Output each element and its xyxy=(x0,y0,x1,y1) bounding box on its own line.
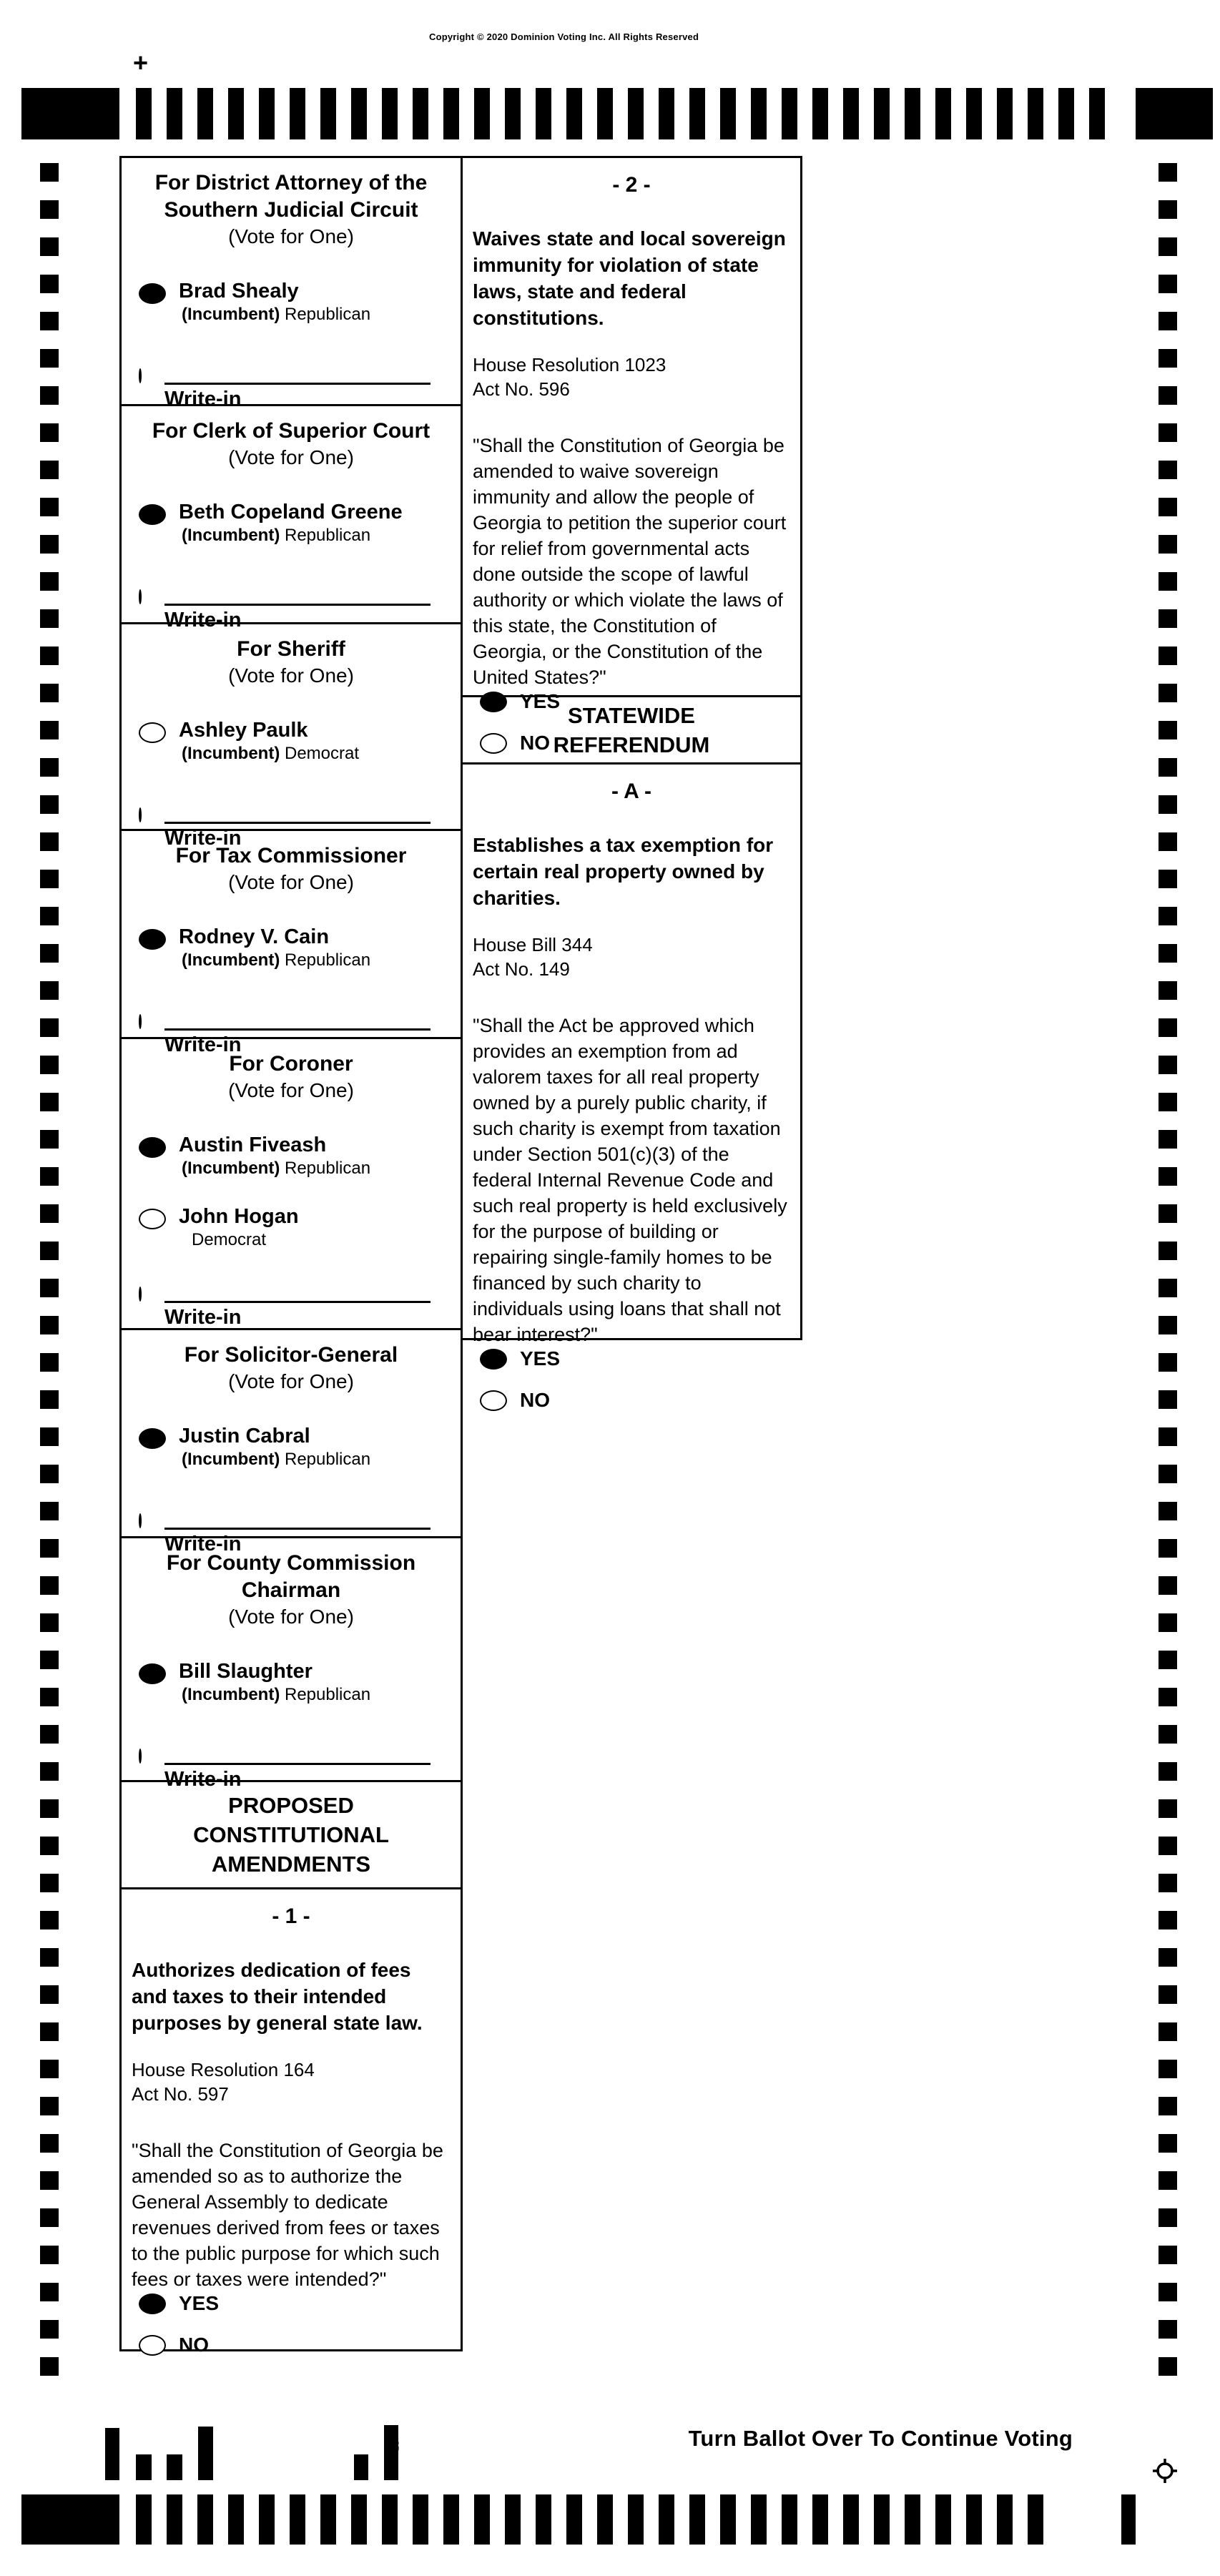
contest-title-line1: For County Commission xyxy=(166,1551,416,1575)
vote-oval-filled-icon[interactable] xyxy=(139,283,166,304)
contest-title-line1: For Tax Commissioner xyxy=(175,844,407,867)
write-in-label: Write-in xyxy=(164,1533,242,1555)
barcode-bar xyxy=(354,2454,368,2480)
measure-number: - A - xyxy=(611,780,652,803)
write-in-label: Write-in xyxy=(164,609,242,631)
candidate-name: Beth Copeland Greene xyxy=(179,501,403,523)
vote-instruction: (Vote for One) xyxy=(228,446,354,468)
candidate-info xyxy=(179,719,359,765)
barcode-bar xyxy=(167,2454,182,2480)
contest-title xyxy=(122,1538,461,1604)
candidate-option xyxy=(122,1134,461,1179)
timing-marks-left xyxy=(40,163,59,2376)
measure-summary: Establishes a tax exemption for certain real property owned by charities. xyxy=(473,834,774,909)
timing-marks-bottom xyxy=(136,2494,1043,2545)
measure-ref-line2: Act No. 149 xyxy=(473,958,570,980)
blank-option xyxy=(122,809,461,822)
yes-option xyxy=(122,2292,461,2315)
contest-title-line1: For Clerk of Superior Court xyxy=(152,419,431,443)
candidate-option xyxy=(122,501,461,546)
vote-oval-filled-icon[interactable] xyxy=(139,1663,166,1684)
candidate-party xyxy=(179,1157,370,1179)
measure-ref-line1: House Bill 344 xyxy=(473,934,593,955)
vote-oval-empty-icon[interactable] xyxy=(139,1014,142,1029)
candidate-name: John Hogan xyxy=(179,1205,299,1228)
candidate-option xyxy=(122,280,461,325)
candidate-info xyxy=(179,280,370,325)
vote-oval-empty-icon[interactable] xyxy=(139,368,142,383)
measure-ref-line2: Act No. 597 xyxy=(132,2083,229,2105)
timing-marks-right xyxy=(1158,163,1177,2376)
measure-number: - 2 - xyxy=(612,173,651,197)
vote-oval-filled-icon[interactable] xyxy=(480,1349,507,1370)
candidate-name: Rodney V. Cain xyxy=(179,925,330,948)
measure-ref-line1: House Resolution 1023 xyxy=(473,354,666,375)
vote-oval-empty-icon[interactable] xyxy=(139,1513,142,1528)
blank-option xyxy=(122,591,461,604)
blank-option xyxy=(122,1750,461,1763)
party-name: Republican xyxy=(285,1159,371,1178)
candidate-name: Justin Cabral xyxy=(179,1425,310,1447)
candidate-party xyxy=(179,1229,299,1251)
write-in-label: Write-in xyxy=(164,827,242,850)
measure-a-box xyxy=(461,762,802,1411)
vote-oval-empty-icon[interactable] xyxy=(139,807,142,822)
blank-option xyxy=(122,1016,461,1028)
write-in-label: Write-in xyxy=(164,1033,242,1056)
vote-oval-empty-icon[interactable] xyxy=(139,2335,166,2356)
left-column xyxy=(119,156,463,2356)
timing-block-top-left xyxy=(21,88,119,139)
yes-option xyxy=(463,1347,800,1370)
right-column xyxy=(461,156,802,1411)
vote-oval-filled-icon[interactable] xyxy=(139,504,166,525)
candidate-name: Austin Fiveash xyxy=(179,1134,327,1156)
party-name: Republican xyxy=(285,1685,371,1704)
candidate-name: Bill Slaughter xyxy=(179,1660,313,1683)
party-name: Republican xyxy=(285,305,371,324)
candidate-info xyxy=(179,1134,370,1179)
section-header-amendments: PROPOSED CONSTITUTIONAL AMENDMENTS xyxy=(119,1780,463,1889)
contest-title-line2: Chairman xyxy=(241,1578,341,1602)
contest-solicitor-general xyxy=(119,1328,463,1555)
candidate-name: Brad Shealy xyxy=(179,280,299,303)
barcode-bar xyxy=(198,2427,213,2480)
candidate-party xyxy=(179,524,403,546)
timing-block-top-right xyxy=(1136,88,1213,139)
timing-mark-bottom-end xyxy=(1121,2494,1136,2545)
contest-district-attorney xyxy=(119,156,463,411)
vote-instruction: (Vote for One) xyxy=(228,225,354,247)
contest-title xyxy=(122,158,461,224)
candidate-info xyxy=(179,501,403,546)
candidate-name: Ashley Paulk xyxy=(179,719,308,742)
write-in-label: Write-in xyxy=(164,388,242,411)
vote-instruction: (Vote for One) xyxy=(228,1370,354,1392)
no-option xyxy=(463,1389,800,1412)
measure-question: "Shall the Constitution of Georgia be amended to waive sovereign immunity and allow the people of Georgia to petition the superior court for relief from governmental acts done outside the scope of lawful authority or which violate the laws of this state, the Constitution of Georgia, or the Constitution of the United States?" xyxy=(473,435,787,688)
candidate-party xyxy=(179,949,370,971)
contest-title-line1: For Solicitor-General xyxy=(184,1343,398,1367)
vote-instruction: (Vote for One) xyxy=(228,871,354,893)
vote-oval-empty-icon[interactable] xyxy=(139,1209,166,1229)
yes-label: YES xyxy=(520,690,561,712)
blank-option xyxy=(122,370,461,383)
no-label: NO xyxy=(520,1389,550,1411)
party-name: Democrat xyxy=(192,1230,267,1249)
blank-option xyxy=(122,1288,461,1301)
party-name: Republican xyxy=(285,950,371,970)
contest-title xyxy=(122,1039,461,1078)
turn-ballot-instruction: Turn Ballot Over To Continue Voting xyxy=(688,2426,1073,2451)
contest-title xyxy=(122,624,461,663)
contest-coroner xyxy=(119,1037,463,1330)
barcode-bar xyxy=(136,2454,152,2480)
blank-option xyxy=(122,1515,461,1528)
candidate-option xyxy=(122,1660,461,1706)
vote-oval-empty-icon[interactable] xyxy=(139,1287,142,1302)
measure-ref-line1: House Resolution 164 xyxy=(132,2059,315,2080)
vote-oval-filled-icon[interactable] xyxy=(139,2294,166,2314)
barcode-tiny-label: SR xyxy=(390,2440,400,2452)
candidate-option xyxy=(122,1425,461,1470)
vote-oval-filled-icon[interactable] xyxy=(139,1428,166,1449)
candidate-option xyxy=(122,925,461,971)
contest-title xyxy=(122,1330,461,1369)
incumbent-label: (Incumbent) xyxy=(182,526,280,545)
measure-reference xyxy=(463,353,800,401)
vote-instruction: (Vote for One) xyxy=(228,1606,354,1628)
measure-summary: Authorizes dedication of fees and taxes to their intended purposes by general state law. xyxy=(132,1959,423,2034)
write-in-label: Write-in xyxy=(164,1306,242,1329)
measure-question: "Shall the Constitution of Georgia be amended so as to authorize the General Assembly to dedicate revenues derived from fees or taxes to the public purpose for which such fees or taxes were intended?" xyxy=(132,2140,443,2290)
timing-marks-top xyxy=(136,88,1106,139)
vote-oval-empty-icon[interactable] xyxy=(139,722,166,743)
vote-oval-empty-icon[interactable] xyxy=(139,589,142,604)
candidate-info xyxy=(179,1205,299,1251)
contest-title-line1: For Coroner xyxy=(229,1052,353,1076)
measure-summary: Waives state and local sovereign immunity for violation of state laws, state and federal constitutions. xyxy=(473,227,786,329)
candidate-info xyxy=(179,1425,370,1470)
vote-oval-filled-icon[interactable] xyxy=(480,692,507,712)
incumbent-label: (Incumbent) xyxy=(182,744,280,763)
incumbent-label: (Incumbent) xyxy=(182,1450,280,1469)
candidate-info xyxy=(179,1660,370,1706)
candidate-option xyxy=(122,719,461,765)
candidate-party xyxy=(179,1448,370,1470)
measure-reference xyxy=(122,2058,461,2106)
section-header-referendum: STATEWIDE REFERENDUM xyxy=(461,695,802,765)
vote-oval-empty-icon[interactable] xyxy=(480,733,507,754)
party-name: Republican xyxy=(285,1450,371,1469)
barcode-bar xyxy=(384,2425,398,2480)
candidate-party xyxy=(179,1683,370,1706)
measure-1-box xyxy=(119,1887,463,2356)
contest-title-line1: For Sheriff xyxy=(237,637,345,661)
measure-reference xyxy=(463,933,800,981)
timing-block-bottom-left xyxy=(21,2494,119,2545)
vote-oval-empty-icon[interactable] xyxy=(480,1390,507,1411)
contest-title xyxy=(122,831,461,870)
contest-title-line2: Southern Judicial Circuit xyxy=(164,198,418,222)
incumbent-label: (Incumbent) xyxy=(182,1159,280,1178)
contest-clerk-superior-court xyxy=(119,404,463,631)
barcode-bar xyxy=(105,2428,119,2480)
yes-label: YES xyxy=(520,1347,561,1370)
write-in-label: Write-in xyxy=(164,1768,242,1791)
vote-oval-filled-icon[interactable] xyxy=(139,1137,166,1158)
contest-sheriff xyxy=(119,622,463,850)
measure-number: - 1 - xyxy=(272,1904,310,1928)
vote-instruction: (Vote for One) xyxy=(228,664,354,687)
no-option xyxy=(122,2334,461,2356)
contest-title-line1: For District Attorney of the xyxy=(154,171,428,195)
contest-county-commission-chairman xyxy=(119,1536,463,1791)
measure-ref-line2: Act No. 596 xyxy=(473,378,570,400)
copyright-text: Copyright © 2020 Dominion Voting Inc. All Rights Reserved xyxy=(429,31,699,42)
incumbent-label: (Incumbent) xyxy=(182,1685,280,1704)
no-label: NO xyxy=(179,2334,209,2356)
party-name: Democrat xyxy=(285,744,360,763)
candidate-party xyxy=(179,742,359,765)
registration-crosshair-icon xyxy=(1153,2459,1177,2483)
contest-tax-commissioner xyxy=(119,829,463,1056)
vote-instruction: (Vote for One) xyxy=(228,1079,354,1101)
candidate-option xyxy=(122,1205,461,1251)
vote-oval-filled-icon[interactable] xyxy=(139,929,166,950)
plus-registration-mark: + xyxy=(133,48,149,77)
no-label: NO xyxy=(520,732,550,754)
candidate-info xyxy=(179,925,370,971)
incumbent-label: (Incumbent) xyxy=(182,305,280,324)
incumbent-label: (Incumbent) xyxy=(182,950,280,970)
yes-label: YES xyxy=(179,2292,220,2314)
party-name: Republican xyxy=(285,526,371,545)
vote-oval-empty-icon[interactable] xyxy=(139,1749,142,1764)
candidate-party xyxy=(179,303,370,325)
contest-title xyxy=(122,406,461,445)
measure-question: "Shall the Act be approved which provides an exemption from ad valorem taxes for all real property owned by a purely public charity, if such charity is exempt from taxation under Section 501(c)(3) of the federal Internal Revenue Code and such real property is held exclusively for the purpose of building or repairing single-family homes to be financed by such charity to individuals using loans that shall not bear interest?" xyxy=(473,1015,787,1345)
